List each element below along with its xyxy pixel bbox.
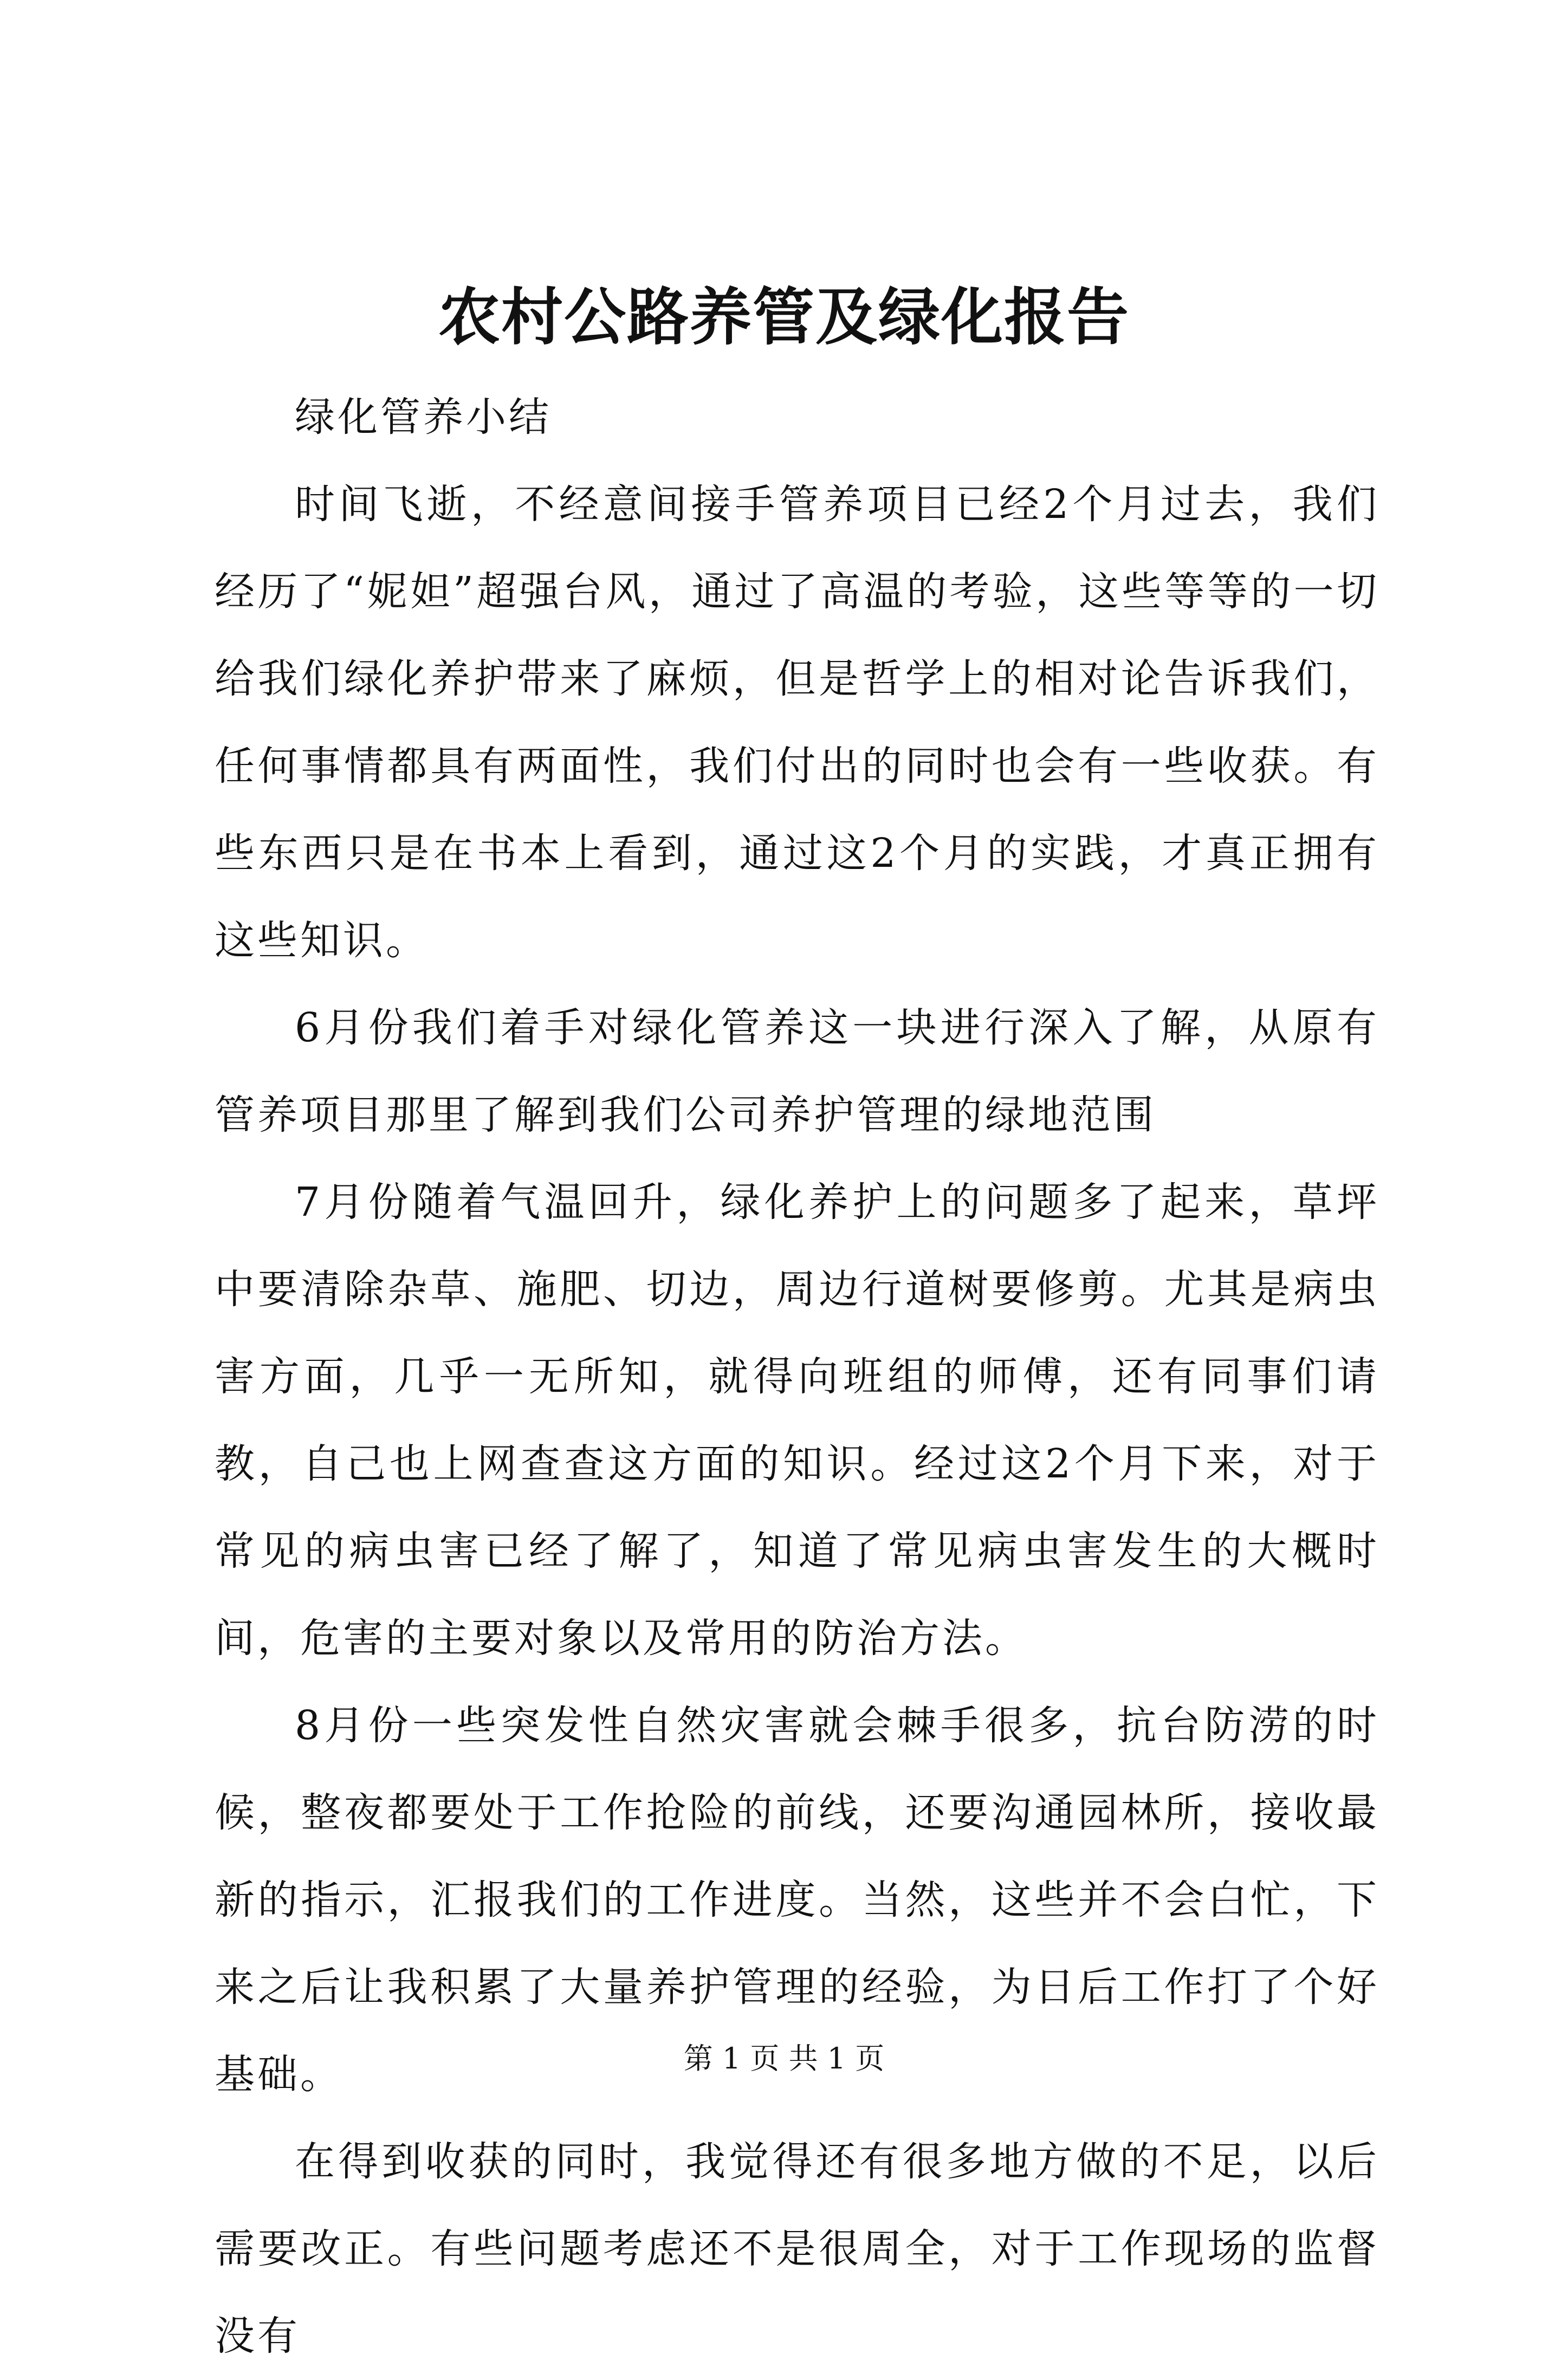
paragraph-august: 8月份一些突发性自然灾害就会棘手很多，抗台防涝的时候，整夜都要处于工作抢险的前线，还要沟通园林所，接收最新的指示，汇报我们的工作进度。当然，这些并不会白忙，下来之后让我积累了大量养护管理的经验，为日后工作打了个好基础。 [215,1702,1379,2098]
paragraph-july: 7月份随着气温回升，绿化养护上的问题多了起来，草坪中要清除杂草、施肥、切边，周边行道树要修剪。尤其是病虫害方面，几乎一无所知，就得向班组的师傅，还有同事们请教，自己也上网查查这方面的知识。经过这2个月下来，对于常见的病虫害已经了解了，知道了常见病虫害发生的大概时间，危害的主要对象以及常用的防治方法。 [215,1179,1379,1662]
paragraph-intro: 时间飞逝，不经意间接手管养项目已经2个月过去，我们经历了“妮妲”超强台风，通过了高温的考验，这些等等的一切给我们绿化养护带来了麻烦，但是哲学上的相对论告诉我们，任何事情都具有两面性，我们付出的同时也会有一些收获。有些东西只是在书本上看到，通过这2个月的实践，才真正拥有这些知识。 [215,481,1379,964]
paragraph-shortcomings: 在得到收获的同时，我觉得还有很多地方做的不足，以后需要改正。有些问题考虑还不是很周全，对于工作现场的监督没有 [215,2138,1379,2359]
page-number-footer: 第 1 页 共 1 页 [683,2041,885,2076]
paragraph-june: 6月份我们着手对绿化管养这一块进行深入了解，从原有管养项目那里了解到我们公司养护管理的绿地范围 [215,1004,1379,1138]
document-title: 农村公路养管及绿化报告 [438,281,1130,353]
paragraph-subtitle: 绿化管养小结 [295,394,552,440]
